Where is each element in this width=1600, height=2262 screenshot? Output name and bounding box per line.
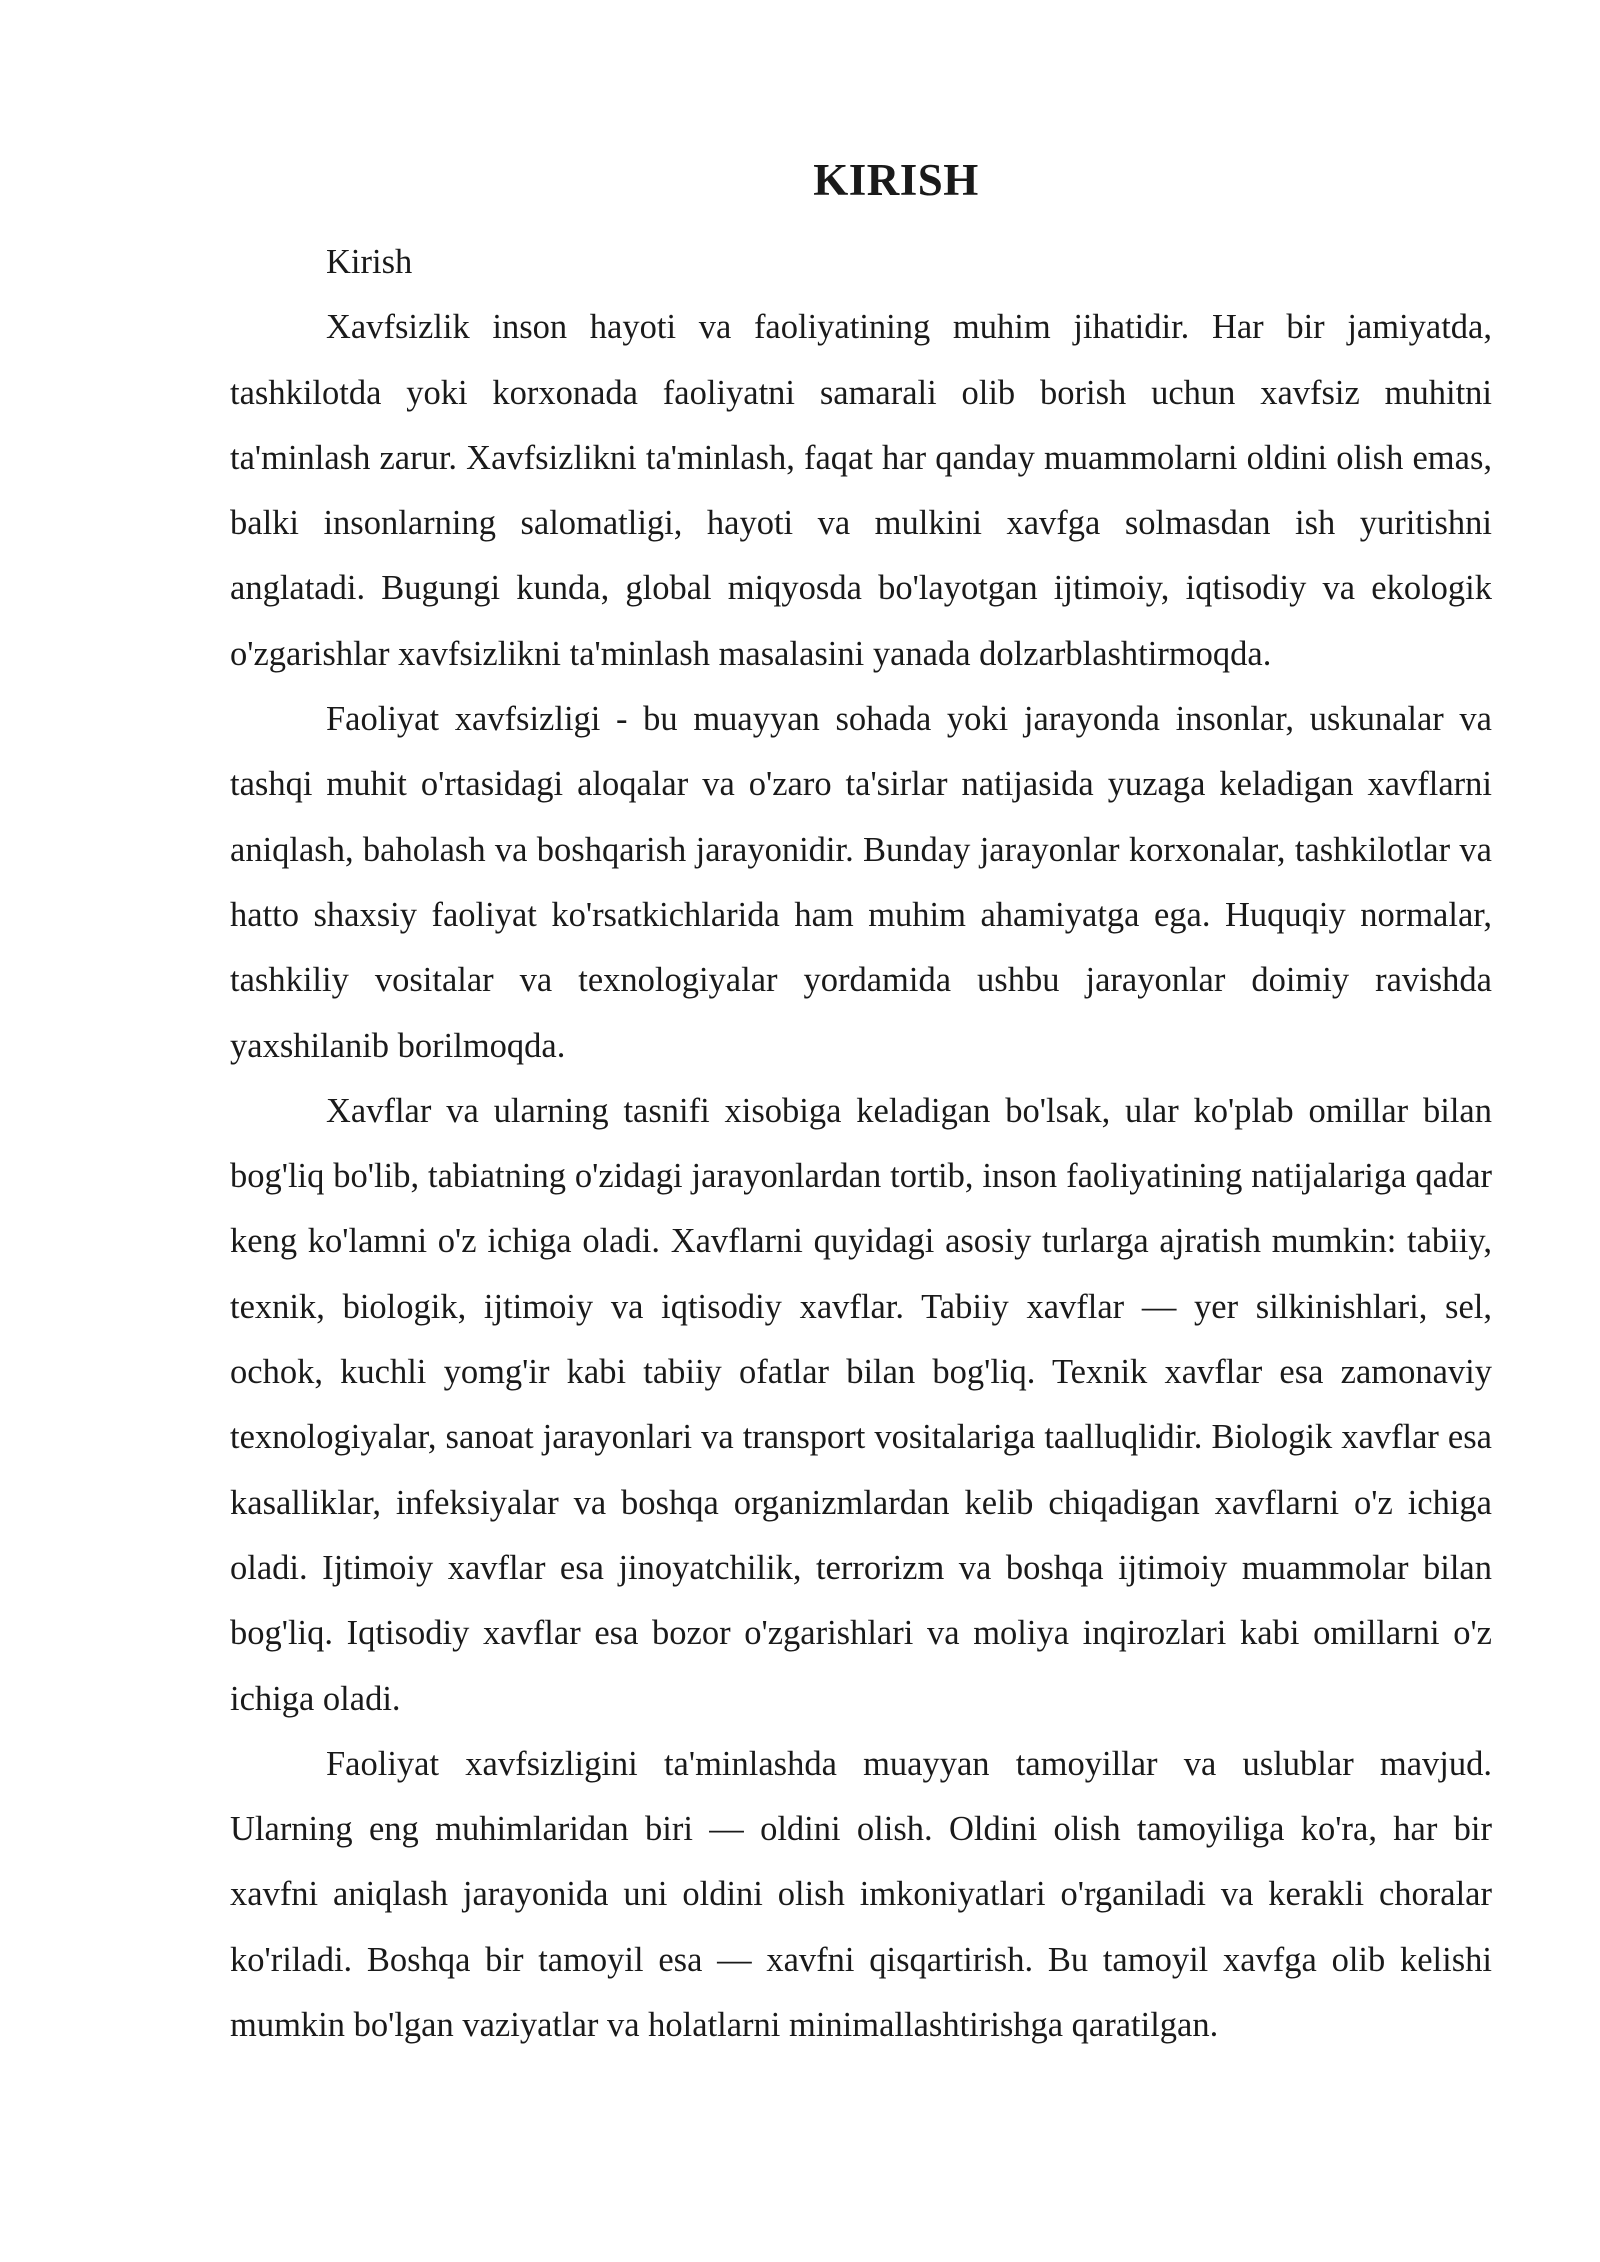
paragraph-4: Faoliyat xavfsizligini ta'minlashda muayyan tamoyillar va uslublar mavjud. Ularning eng muhimlaridan biri — oldini olish. Oldini olish tamoyiliga ko'ra, har bir xavfni aniqlash jarayonida uni oldini olish imkoniyatlari o'rganiladi va kerakli choralar ko'riladi. Boshqa bir tamoyil esa — xavfni qisqartirish. Bu tamoyil xavfga olib kelishi mumkin bo'lgan vaziyatlar va holatlarni minimallashtirishga qaratilgan. [230, 1744, 1492, 2045]
paragraph-1: Xavfsizlik inson hayoti va faoliyatining muhim jihatidir. Har bir jamiyatda, tashkilotda yoki korxonada faoliyatni samarali olib borish uchun xavfsiz muhitni ta'minlash zarur. Xavfsizlikni ta'minlash, faqat har qanday muammolarni oldini olish emas, balki insonlarning salomatligi, hayoti va mulkini xavfga solmasdan ish yuritishni anglatadi. Bugungi kunda, global miqyosda bo'layotgan ijtimoiy, iqtisodiy va ekologik o'zgarishlar xavfsizlikni ta'minlash masalasini yanada dolzarblashtirmoqda. [230, 308, 1492, 673]
document-body [230, 230, 1492, 2058]
paragraph-3: Xavflar va ularning tasnifi xisobiga keladigan bo'lsak, ular ko'plab omillar bilan bog'liq bo'lib, tabiatning o'zidagi jarayonlardan tortib, inson faoliyatining natijalariga qadar keng ko'lamni o'z ichiga oladi. Xavflarni quyidagi asosiy turlarga ajratish mumkin: tabiiy, texnik, biologik, ijtimoiy va iqtisodiy xavflar. Tabiiy xavflar — yer silkinishlari, sel, ochok, kuchli yomg'ir kabi tabiiy ofatlar bilan bog'liq. Texnik xavflar esa zamonaviy texnologiyalar, sanoat jarayonlari va transport vositalariga taalluqlidir. Biologik xavflar esa kasalliklar, infeksiyalar va boshqa organizmlardan kelib chiqadigan xavflarni o'z ichiga oladi. Ijtimoiy xavflar esa jinoyatchilik, terrorizm va boshqa ijtimoiy muammolar bilan bog'liq. Iqtisodiy xavflar esa bozor o'zgarishlari va moliya inqirozlari kabi omillarni o'z ichiga oladi. [230, 1091, 1492, 1718]
page-title: KIRISH [813, 155, 979, 205]
paragraph-2: Faoliyat xavfsizligi - bu muayyan sohada yoki jarayonda insonlar, uskunalar va tashqi muhit o'rtasidagi aloqalar va o'zaro ta'sirlar natijasida yuzaga keladigan xavflarni aniqlash, baholash va boshqarish jarayonidir. Bunday jarayonlar korxonalar, tashkilotlar va hatto shaxsiy faoliyat ko'rsatkichlarida ham muhim ahamiyatga ega. Huquqiy normalar, tashkiliy vositalar va texnologiyalar yordamida ushbu jarayonlar doimiy ravishda yaxshilanib borilmoqda. [230, 700, 1492, 1065]
section-subheading: Kirish [326, 243, 413, 281]
